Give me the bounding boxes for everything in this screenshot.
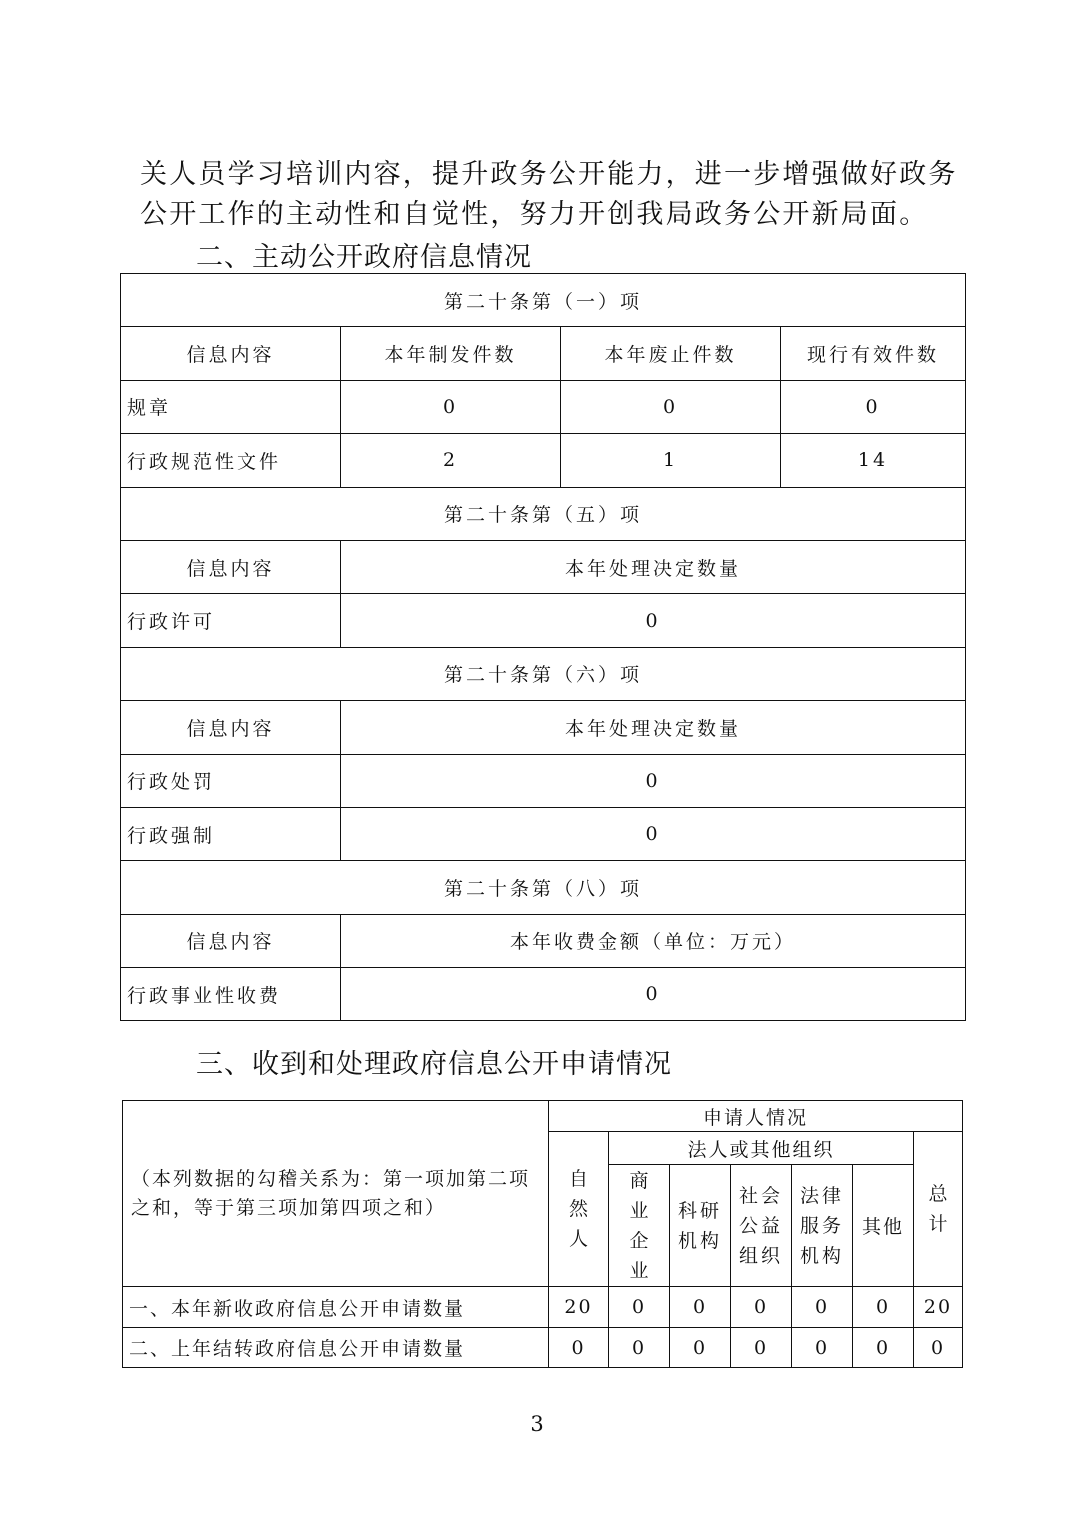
cell-research: 0: [670, 1328, 731, 1368]
cell-value: 0: [341, 968, 966, 1021]
cell-value: 0: [341, 594, 966, 647]
section-3-heading: 三、收到和处理政府信息公开申请情况: [196, 1049, 672, 1080]
header-info-content: 信息内容: [121, 327, 341, 380]
cell-natural: 20: [549, 1287, 609, 1328]
header-info-content: 信息内容: [121, 540, 341, 593]
cell-valid: 0: [781, 380, 966, 433]
row-label: 行政规范性文件: [121, 434, 341, 487]
cell-legal: 0: [792, 1287, 853, 1328]
header-business: 商业企业: [609, 1165, 670, 1287]
legal-entity-header: 法人或其他组织: [609, 1132, 914, 1165]
cell-total: 0: [914, 1328, 963, 1368]
cell-research: 0: [670, 1287, 731, 1328]
cell-social: 0: [731, 1287, 792, 1328]
cell-social: 0: [731, 1328, 792, 1368]
cell-issued: 0: [341, 380, 561, 433]
applicant-header: 申请人情况: [549, 1101, 963, 1132]
header-abolished: 本年废止件数: [561, 327, 781, 380]
header-natural-person: 自然人: [549, 1132, 609, 1287]
cell-natural: 0: [549, 1328, 609, 1368]
article-20-5-title: 第二十条第（五）项: [121, 487, 966, 540]
table-row: [121, 434, 966, 487]
header-decision-count: 本年处理决定数量: [341, 701, 966, 754]
cell-business: 0: [609, 1287, 670, 1328]
reconciliation-note: （本列数据的勾稽关系为：第一项加第二项之和，等于第三项加第四项之和）: [123, 1101, 549, 1287]
row-label: 二、上年结转政府信息公开申请数量: [123, 1328, 549, 1368]
header-legal-service: 法律服务机构: [792, 1165, 853, 1287]
cell-legal: 0: [792, 1328, 853, 1368]
application-handling-table: [122, 1100, 963, 1368]
cell-value: 0: [341, 807, 966, 860]
table-row: [121, 380, 966, 433]
row-label: 规章: [121, 380, 341, 433]
header-total: 总计: [914, 1132, 963, 1287]
intro-line-2: 公开工作的主动性和自觉性，努力开创我局政务公开新局面。: [140, 199, 929, 230]
article-20-6-title: 第二十条第（六）项: [121, 647, 966, 700]
row-label: 一、本年新收政府信息公开申请数量: [123, 1287, 549, 1328]
page-number: 3: [530, 1412, 544, 1436]
table-row: [123, 1328, 963, 1368]
article-20-1-title: 第二十条第（一）项: [121, 274, 966, 327]
intro-line-1: 关人员学习培训内容，提升政务公开能力，进一步增强做好政务: [140, 159, 958, 190]
table-row: [121, 594, 966, 647]
cell-other: 0: [853, 1328, 914, 1368]
cell-issued: 2: [341, 434, 561, 487]
row-label: 行政事业性收费: [121, 968, 341, 1021]
cell-valid: 14: [781, 434, 966, 487]
section-2-heading: 二、主动公开政府信息情况: [196, 242, 532, 273]
header-research: 科研机构: [670, 1165, 731, 1287]
cell-abolished: 1: [561, 434, 781, 487]
cell-business: 0: [609, 1328, 670, 1368]
cell-abolished: 0: [561, 380, 781, 433]
row-label: 行政许可: [121, 594, 341, 647]
header-issued: 本年制发件数: [341, 327, 561, 380]
header-decision-count: 本年处理决定数量: [341, 540, 966, 593]
table-row: [121, 807, 966, 860]
row-label: 行政处罚: [121, 754, 341, 807]
cell-total: 20: [914, 1287, 963, 1328]
header-info-content: 信息内容: [121, 914, 341, 967]
article-20-8-title: 第二十条第（八）项: [121, 861, 966, 914]
table-row: [123, 1287, 963, 1328]
header-social: 社会公益组织: [731, 1165, 792, 1287]
header-other: 其他: [853, 1165, 914, 1287]
proactive-disclosure-table: [120, 273, 966, 1021]
row-label: 行政强制: [121, 807, 341, 860]
cell-value: 0: [341, 754, 966, 807]
header-valid: 现行有效件数: [781, 327, 966, 380]
header-info-content: 信息内容: [121, 701, 341, 754]
table-row: [121, 754, 966, 807]
header-fee-amount: 本年收费金额（单位：万元）: [341, 914, 966, 967]
cell-other: 0: [853, 1287, 914, 1328]
table-row: [121, 968, 966, 1021]
